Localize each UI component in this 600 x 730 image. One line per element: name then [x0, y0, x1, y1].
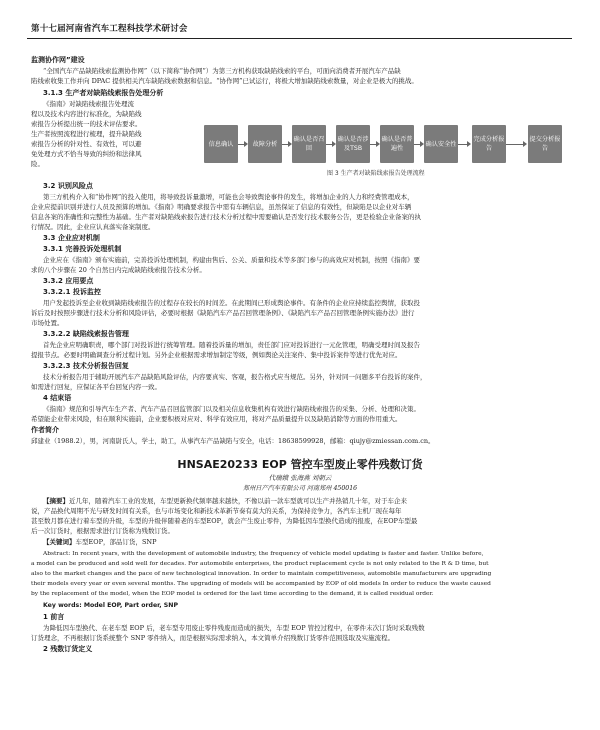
paragraph-line: 用户发起投诉至企业收到缺陷线索报告的过程存在较长的时间差。在此期间已形成舆论事件。有条件的企业应持续监控舆情，获取投 — [43, 299, 420, 307]
paragraph-line: 企业应在《指南》颁布实施前，完善投诉处理机制，构建由售后、公关、质量和技术等多部门参与的高效应对机制，按照《指南》要 — [43, 256, 420, 264]
paragraph-line: 第三方机构介入和“协作网”的投入使用，将导致投诉量激增，可能也会导致舆论事件的发生，将增加企业的人力和经费管理成本， — [43, 193, 414, 201]
section-heading: 1 前言 — [43, 613, 65, 621]
figure-caption: 图 3 生产者对缺陷线索报告处理流程 — [327, 170, 425, 177]
abstract-line: 后一次订货时，根据需求进行订货称为残数订货。 — [31, 527, 174, 535]
flow-step: 完成分析报告 — [472, 125, 506, 163]
paragraph-line: 市场处置。 — [31, 319, 64, 327]
paragraph-line: 索报告分析提出统一的技术评估要求。 — [31, 120, 142, 128]
paper-title: HNSAE20233 EOP 管控车型废止零件残数订货 — [177, 458, 423, 471]
paragraph-line: 诉后及时按照步骤进行技术分析和风险评估，必要时根据《缺陷汽车产品召回管理条例》、《缺陷汽车产品召回管理条例实施办法》进行 — [31, 309, 415, 317]
abstract-en-line: by the replacement of the model, when the EOP model is ordered for the last time according to the demand, it is called residual order. — [31, 591, 434, 597]
section-heading: 3.2 识别风险点 — [43, 182, 93, 190]
abstract-en-line: a model can be produced and sold well for decades. For automobile enterprises, the product replacement cycle is not only related to the R & D time, but — [31, 561, 489, 567]
section-heading: 3.3.2.1 投诉监控 — [43, 288, 101, 296]
paragraph-line: 索报告分析的针对性、有效性，可以避 — [31, 140, 142, 148]
paragraph-line: 行情况。因此，企业应认真落实备案制度。 — [31, 223, 155, 231]
keywords-text: 车型EOP，部品订货，SNP — [75, 538, 157, 546]
paper-affiliation: 郑州日产汽车有限公司 河南郑州 450016 — [242, 485, 358, 492]
abstract-line — [31, 497, 407, 507]
paragraph-line: 企业应提前识别并进行人员及预算的增加。《指南》明确要求报告中需有车辆信息，虽然保证了信息的有效性，但缺陷是以企业对车辆 — [31, 203, 412, 211]
paragraph-line: 提报节点。必要时明确调查分析过程计划。另外企业根据需求增加制定等级，例如舆论关注案件、集中投诉案件等进行优先对应。 — [31, 351, 402, 359]
flow-step: 信息确认 — [204, 125, 238, 163]
author-bio: 邱建业（1988.2），男，河南尉氏人，学士，助工，从事汽车产品缺陷与安全，电话：18638599928，邮箱：qiujy@zmiessan.com.cn。 — [31, 437, 435, 445]
section-heading: 3.3.1 完善投诉处理机制 — [43, 245, 122, 253]
abstract-text: 近几年，随着汽车工业的发展，车型更新换代频率越来越快，不像以前一款车型就可以生产并热销几十年，对于车企来 — [69, 497, 407, 505]
section-heading: 监测协作网”建设 — [31, 56, 85, 64]
abstract-en-line: Abstract: In recent years, with the development of automobile industry, the frequency of vehicle model updating is faster and faster. Unlike before, — [43, 551, 484, 557]
section-heading: 4 结束语 — [43, 394, 72, 402]
section-heading: 3.3 企业应对机制 — [43, 234, 100, 242]
flowchart-figure — [204, 120, 582, 166]
paragraph-line: 《指南》规范和引导汽车生产者、汽车产品召回监管部门以及相关信息收集机构有效进行缺陷线索报告的采集、分析、处理和决策。 — [43, 405, 420, 413]
abstract-en-line: also to the market changes and the pace of new technological innovation. In order to maintain competitiveness, automobile manufacturers are upgrading — [31, 571, 492, 577]
paragraph-line: 为降低因车型换代、在老车型 EOP 后，老车型专用废止零件残废而造成的损失，车型 EOP 管控过程中，在零件末次订货时采取残数 — [43, 624, 425, 632]
arrow-right-icon — [467, 141, 471, 147]
author-heading: 作者简介 — [31, 426, 59, 434]
journal-header: 第十七届河南省汽车工程科技学术研讨会 — [31, 24, 188, 34]
section-heading: 3.3.2 应用要点 — [43, 277, 94, 285]
paragraph-line: 《指南》对缺陷线索报告处理流 — [43, 100, 134, 108]
paragraph-line: 生产者按照流程进行梳理，提升缺陷线 — [31, 130, 142, 138]
arrow-right-icon — [523, 141, 527, 147]
keywords-en: Key words: Model EOP, Part order, SNP — [43, 602, 178, 609]
flow-step: 确认是否普遍性 — [380, 125, 414, 163]
paragraph-line: 程以及技术内容进行标准化，为缺陷线 — [31, 110, 142, 118]
paragraph-line: 订货理念，不再根据订货系统整个 SNP 零件纳入，而是根据实际需求纳入，本文简单介绍残数订货零件范围选取及实施流程。 — [31, 634, 395, 642]
paragraph-line: 险。 — [31, 160, 44, 168]
paragraph-line: 希望能企业带来风险，但在顺利实施前，企业要积极对应对、科学有效应用，将对产品质量提升以及缺陷消除等方面的作用重大。 — [31, 415, 402, 423]
section-heading: 3.3.2.3 技术分析报告回复 — [43, 362, 129, 370]
paragraph-line: 求的八个步骤在 20 个自然日内完成缺陷线索报告技术分析。 — [31, 266, 206, 274]
flow-arrow-line — [506, 144, 524, 145]
flow-step: 确认是否召回 — [292, 125, 326, 163]
header-rule — [27, 38, 572, 39]
flow-step: 提交分析报告 — [528, 125, 562, 163]
keywords-line — [31, 538, 156, 548]
paper-authors: 代瑞娥 张海燕 刘朝云 — [268, 474, 332, 482]
paragraph-line: 陷线索收集工作并向 DPAC 提供相关汽车缺陷线索数据和信息。“协作网”已试运行，将极大增加缺陷线索数量，对企业是极大的挑战。 — [31, 77, 418, 85]
flow-step: 确认安全性 — [424, 125, 458, 163]
paragraph-line: 如需进行回复，应保证各平台回复内容一致。 — [31, 383, 161, 391]
section-heading: 3.3.2.2 缺陷线索报告管理 — [43, 330, 129, 338]
paragraph-line: “全国汽车产品缺陷线索监测协作网”（以下简称“协作网”）为第三方机构获取缺陷线索的平台，可面向消费者开展汽车产品缺 — [43, 67, 401, 75]
flow-step: 故障分析 — [248, 125, 282, 163]
paragraph-line: 首先企业应明确职责，哪个部门对投诉进行统筹管理。随着投诉量的增加，责任部门应对投诉进行一元化管理，明确受理时间及报告 — [43, 341, 420, 349]
paragraph-line: 免处理方式不恰当导致的纠纷和法律风 — [31, 150, 142, 158]
paragraph-line: 技术分析报告用于辅助开展汽车产品缺陷风险评估，内容要真实、客观，报告格式应当规范。另外，针对同一问题多平台投诉的案件， — [43, 373, 427, 381]
abstract-line: 甚至数月都在进行着车型的升级，车型的升级伴随着老的车型EOP，就会产生废止零件，为降低因车型换代造成的报废，在EOP车型最 — [31, 517, 418, 525]
abstract-line: 说，产品换代周期不光与研发时间有关系，也与市场变化和新技术革新节奏有莫大的关系，为保持竞争力，各汽车主机厂现在每年 — [31, 507, 402, 515]
flow-step: 确认是否涉及TSB — [336, 125, 370, 163]
section-heading: 2 残数订货定义 — [43, 645, 93, 653]
abstract-en-line: their models every year or even several months. The upgrading of models will be accompanied by EOP of old models In order to reduce the waste caused — [31, 581, 491, 587]
abstract-label: 【摘要】 — [43, 497, 69, 505]
keywords-label: 【关键词】 — [43, 538, 76, 546]
paragraph-line: 信息各案的准确性和完整性为基础。生产者对缺陷线索报告进行技术分析过程中需要确认是否发行技术服务公告，更是检验企业备案的执 — [31, 213, 421, 221]
section-heading: 3.1.3 生产者对缺陷线索报告处理分析 — [43, 89, 164, 97]
